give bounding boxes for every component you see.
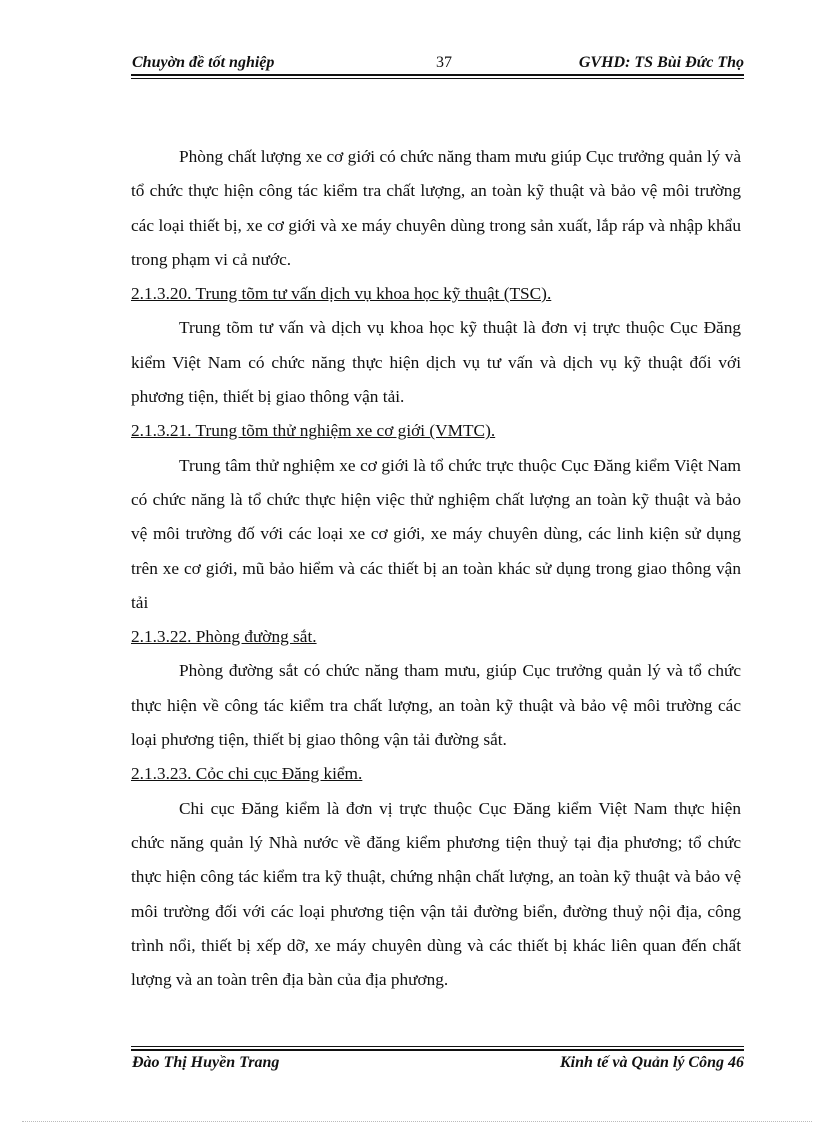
- header-document-title: Chuyờn đề tốt nghiệp: [132, 54, 275, 71]
- page-header: [131, 50, 744, 74]
- section-heading-2-1-3-21: 2.1.3.21. Trung tõm thử nghiệm xe cơ giới (VMTC).: [131, 421, 496, 441]
- paragraph-vehicle-quality-dept: Phòng chất lượng xe cơ giới có chức năng tham mưu giúp Cục trưởng quản lý và tổ chức thực hiện công tác kiểm tra chất lượng, an toàn kỹ thuật và bảo vệ môi trường các loại thiết bị, xe cơ giới và xe máy chuyên dùng trong sản xuất, lắp ráp và nhập khẩu trong phạm vi cả nước.: [131, 147, 741, 269]
- section-heading-2-1-3-23: 2.1.3.23. Cỏc chi cục Đăng kiểm.: [131, 764, 363, 784]
- footer-author: Đào Thị Huyền Trang: [132, 1054, 280, 1071]
- page-edge-divider: [22, 1121, 812, 1122]
- page-footer: [131, 1052, 744, 1076]
- section-heading-2-1-3-20: 2.1.3.20. Trung tõm tư vấn dịch vụ khoa học kỹ thuật (TSC).: [131, 284, 552, 304]
- page-number: 37: [436, 54, 452, 71]
- footer-course: Kinh tế và Quản lý Công 46: [559, 1054, 744, 1071]
- header-advisor: GVHD: TS Bùi Đức Thọ: [578, 54, 744, 71]
- footer-rule: [131, 1046, 744, 1051]
- paragraph-railway-dept: Phòng đường sắt có chức năng tham mưu, giúp Cục trưởng quản lý và tổ chức thực hiện về công tác kiểm tra chất lượng, an toàn kỹ thuật và bảo vệ môi trường các loại phương tiện, thiết bị giao thông vận tải đường sắt.: [131, 661, 741, 750]
- header-rule: [131, 74, 744, 79]
- section-heading-2-1-3-22: 2.1.3.22. Phòng đường sắt.: [131, 627, 317, 647]
- paragraph-branch-offices: Chi cục Đăng kiểm là đơn vị trực thuộc Cục Đăng kiểm Việt Nam thực hiện chức năng quản lý Nhà nước về đăng kiểm phương tiện thuỷ tại địa phương; tổ chức thực hiện công tác kiểm tra kỹ thuật, chứng nhận chất lượng, an toàn kỹ thuật và bảo vệ môi trường đối với các loại phương tiện vận tải đường biển, đường thuỷ nội địa, công trình nổi, thiết bị xếp dỡ, xe máy chuyên dùng và các thiết bị khác liên quan đến chất lượng và an toàn trên địa bàn của địa phương.: [131, 798, 741, 990]
- paragraph-vmtc: Trung tâm thử nghiệm xe cơ giới là tổ chức trực thuộc Cục Đăng kiểm Việt Nam có chức năng là tổ chức thực hiện việc thử nghiệm chất lượng an toàn kỹ thuật và bảo vệ môi trường đố với các loại xe cơ giới, xe máy chuyên dùng, các linh kiện sử dụng trên xe cơ giới, mũ bảo hiểm và các thiết bị an toàn khác sử dụng trong giao thông vận tải: [131, 455, 741, 612]
- paragraph-tsc: Trung tõm tư vấn và dịch vụ khoa học kỹ thuật là đơn vị trực thuộc Cục Đăng kiểm Việt Nam có chức năng thực hiện dịch vụ tư vấn và dịch vụ kỹ thuật đối với phương tiện, thiết bị giao thông vận tải.: [131, 318, 741, 407]
- page-body: [131, 140, 741, 997]
